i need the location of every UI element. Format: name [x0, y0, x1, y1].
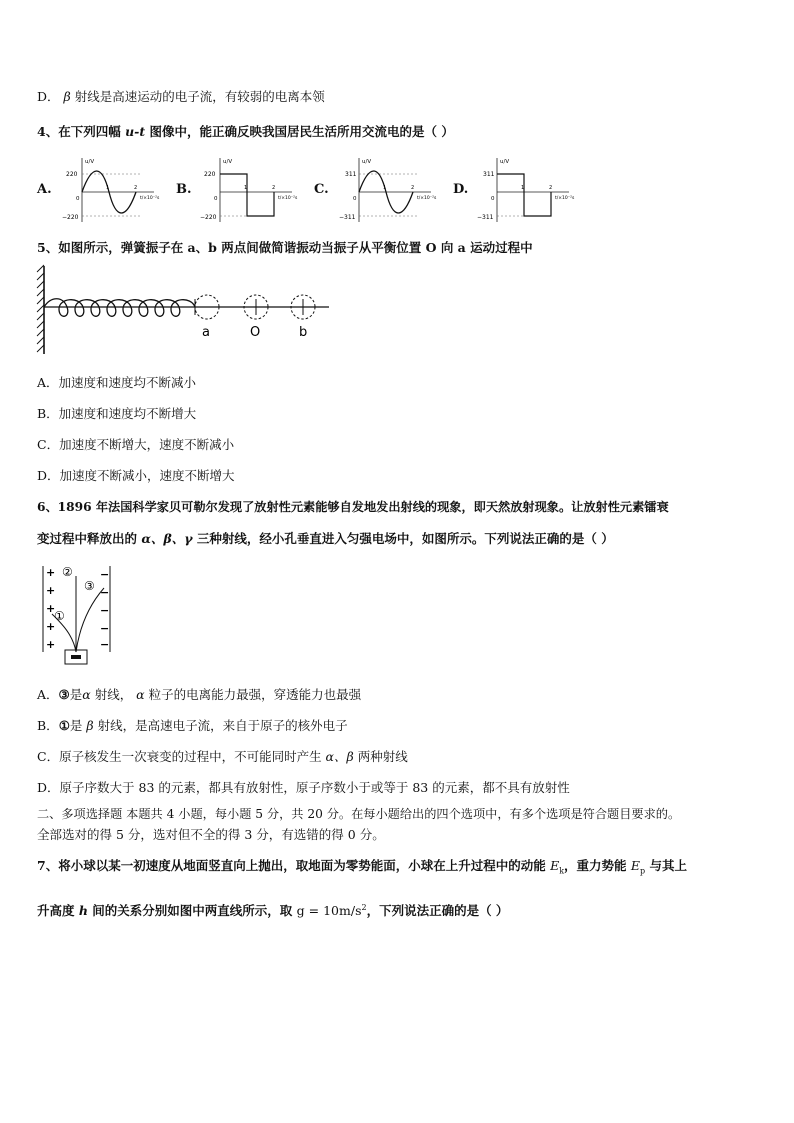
q4-graph-a-label: A. [37, 182, 52, 197]
point-a-label: a [202, 325, 210, 340]
tick-2-label: 2 [272, 185, 276, 191]
peak-label: 311 [483, 171, 495, 178]
x-axis-label: t/×10⁻²s [140, 196, 160, 201]
peak-label: 311 [345, 171, 357, 178]
q7-stem-line1 [37, 857, 687, 881]
neg-peak-label: −311 [339, 214, 356, 221]
q7-text: ，重力势能 [564, 858, 631, 873]
ep-subscript: p [640, 866, 646, 876]
ek-subscript: k [559, 866, 565, 876]
q4-graph-a [62, 156, 162, 226]
q4-stem [37, 123, 454, 141]
ray-2-label: ② [62, 565, 73, 579]
q5-stem: 5、如图所示，弹簧振子在 a、b 两点间做简谐振动当振子从平衡位置 O 向 a 运动过程中 [37, 240, 533, 255]
plus-sign: + [46, 602, 56, 615]
origin-label: 0 [214, 196, 218, 202]
q4-graph-c-label: C. [314, 182, 329, 197]
beta-symbol: β [86, 718, 94, 733]
q7-text: 与其上 [645, 858, 688, 873]
circled-3: ③ [58, 687, 70, 702]
q7-text: 间的关系分别如图中两直线所示，取 [87, 903, 297, 919]
q7-text: 升高度 [37, 903, 79, 919]
q4-stem-var: u-t [125, 124, 146, 139]
tick-2-label: 2 [134, 185, 138, 191]
minus-sign: − [100, 638, 110, 651]
text-part: 是 [69, 687, 83, 702]
q6-option-b [37, 717, 348, 735]
section2-line1: 二、多项选择题 本题共 4 小题，每小题 5 分，共 20 分。在每小题给出的四个选项中，有多个选项是符合题目要求的。 [37, 807, 681, 821]
q4-stem-suffix: 图像中，能正确反映我国居民生活所用交流电的是（ ） [145, 124, 454, 139]
g-superscript: 2 [361, 903, 367, 912]
neg-peak-label: −220 [62, 214, 79, 221]
q6-stem-line1: 6、1896 年法国科学家贝可勒尔发现了放射性元素能够自发地发出射线的现象，即天然放射现象。让放射性元素镭衰 [37, 500, 669, 514]
tick-1-label: 1 [521, 185, 525, 191]
option-text: 射线是高速运动的电子流，有较弱的电离本领 [74, 89, 325, 104]
text-part: C．原子核发生一次衰变的过程中，不可能同时产生 [37, 749, 326, 764]
q4-graph-c [339, 156, 439, 226]
x-axis-label: t/×10⁻²s [555, 196, 575, 201]
text-part: 两种射线 [353, 749, 408, 764]
q6-stem-line2 [37, 530, 614, 548]
x-axis-label: t/×10⁻²s [278, 196, 298, 201]
origin-label: 0 [76, 196, 80, 202]
q3-option-d [37, 88, 325, 106]
origin-label: 0 [491, 196, 495, 202]
ray-3-label: ③ [84, 579, 95, 593]
tick-2-label: 2 [411, 185, 415, 191]
plus-sign: + [46, 566, 56, 579]
tick-1-label: 1 [383, 185, 387, 191]
text-part: 是 [69, 718, 87, 733]
alpha-symbol: α [136, 687, 145, 702]
g-value: g = 10m/s [296, 903, 362, 919]
point-b-label: b [299, 325, 308, 340]
alpha-symbol: α [82, 687, 91, 702]
q6-option-a [37, 686, 361, 704]
text-part: 射线， [90, 687, 137, 702]
minus-sign: − [100, 586, 110, 599]
plus-sign: + [46, 620, 56, 633]
plus-sign: + [46, 638, 56, 651]
beta-symbol: β [63, 89, 71, 104]
y-axis-label: u/V [223, 159, 233, 165]
q4-graph-d-label: D. [453, 182, 469, 197]
peak-label: 220 [204, 171, 216, 178]
y-axis-label: u/V [500, 159, 510, 165]
radiation-field-figure [40, 564, 120, 670]
h-symbol: h [78, 903, 88, 919]
option-label: D． [37, 89, 60, 104]
q6-line2-suffix: 三种射线，经小孔垂直进入匀强电场中，如图所示。下列说法正确的是（ ） [192, 531, 614, 546]
q5-option-b: B．加速度和速度均不断增大 [37, 406, 197, 421]
q6-option-d: D．原子序数大于 83 的元素，都具有放射性，原子序数小于或等于 83 的元素，都不具有放射性 [37, 780, 570, 795]
option-label: A． [37, 687, 59, 702]
q6-line2-prefix: 变过程中释放出的 [37, 531, 142, 546]
ek-symbol: E [550, 858, 560, 873]
q4-graph-b-label: B. [176, 182, 192, 197]
alpha-beta-symbol: α、β [325, 749, 354, 764]
y-axis-label: u/V [362, 159, 372, 165]
peak-label: 220 [66, 171, 78, 178]
text-part: 射线，是高速电子流，来自于原子的核外电子 [93, 718, 348, 733]
tick-1-label: 1 [106, 185, 110, 191]
point-o-label: O [250, 325, 261, 340]
q6-line2-greek: α、β、γ [141, 531, 193, 546]
tick-1-label: 1 [244, 185, 248, 191]
minus-sign: − [100, 604, 110, 617]
q6-option-c [37, 748, 408, 766]
tick-2-label: 2 [549, 185, 553, 191]
q5-option-d: D．加速度不断减小，速度不断增大 [37, 468, 235, 483]
minus-sign: − [100, 622, 110, 635]
origin-label: 0 [353, 196, 357, 202]
minus-sign: − [100, 568, 110, 581]
plus-sign: + [46, 584, 56, 597]
q7-text: ，下列说法正确的是（ ） [366, 903, 509, 919]
ray-1-label: ① [54, 609, 65, 623]
q4-graph-b [200, 156, 300, 226]
q4-graph-d [477, 156, 577, 226]
q5-option-c: C．加速度不断增大，速度不断减小 [37, 437, 235, 452]
circled-1: ① [58, 718, 70, 733]
x-axis-label: t/×10⁻²s [417, 196, 437, 201]
text-part: 粒子的电离能力最强，穿透能力也最强 [144, 687, 362, 702]
y-axis-label: u/V [85, 159, 95, 165]
spring-oscillator-figure [37, 262, 337, 362]
q7-text: 7、将小球以某一初速度从地面竖直向上抛出，取地面为零势能面，小球在上升过程中的动能 [37, 858, 551, 873]
q4-stem-prefix: 4、在下列四幅 [37, 124, 126, 139]
option-label: B． [37, 718, 59, 733]
q5-option-a: A．加速度和速度均不断减小 [37, 375, 197, 390]
section2-line2: 全部选对的得 5 分，选对但不全的得 3 分，有选错的得 0 分。 [37, 827, 385, 842]
ep-symbol: E [630, 858, 641, 873]
neg-peak-label: −220 [200, 214, 217, 221]
neg-peak-label: −311 [477, 214, 494, 221]
q7-stem-line2 [37, 899, 508, 920]
